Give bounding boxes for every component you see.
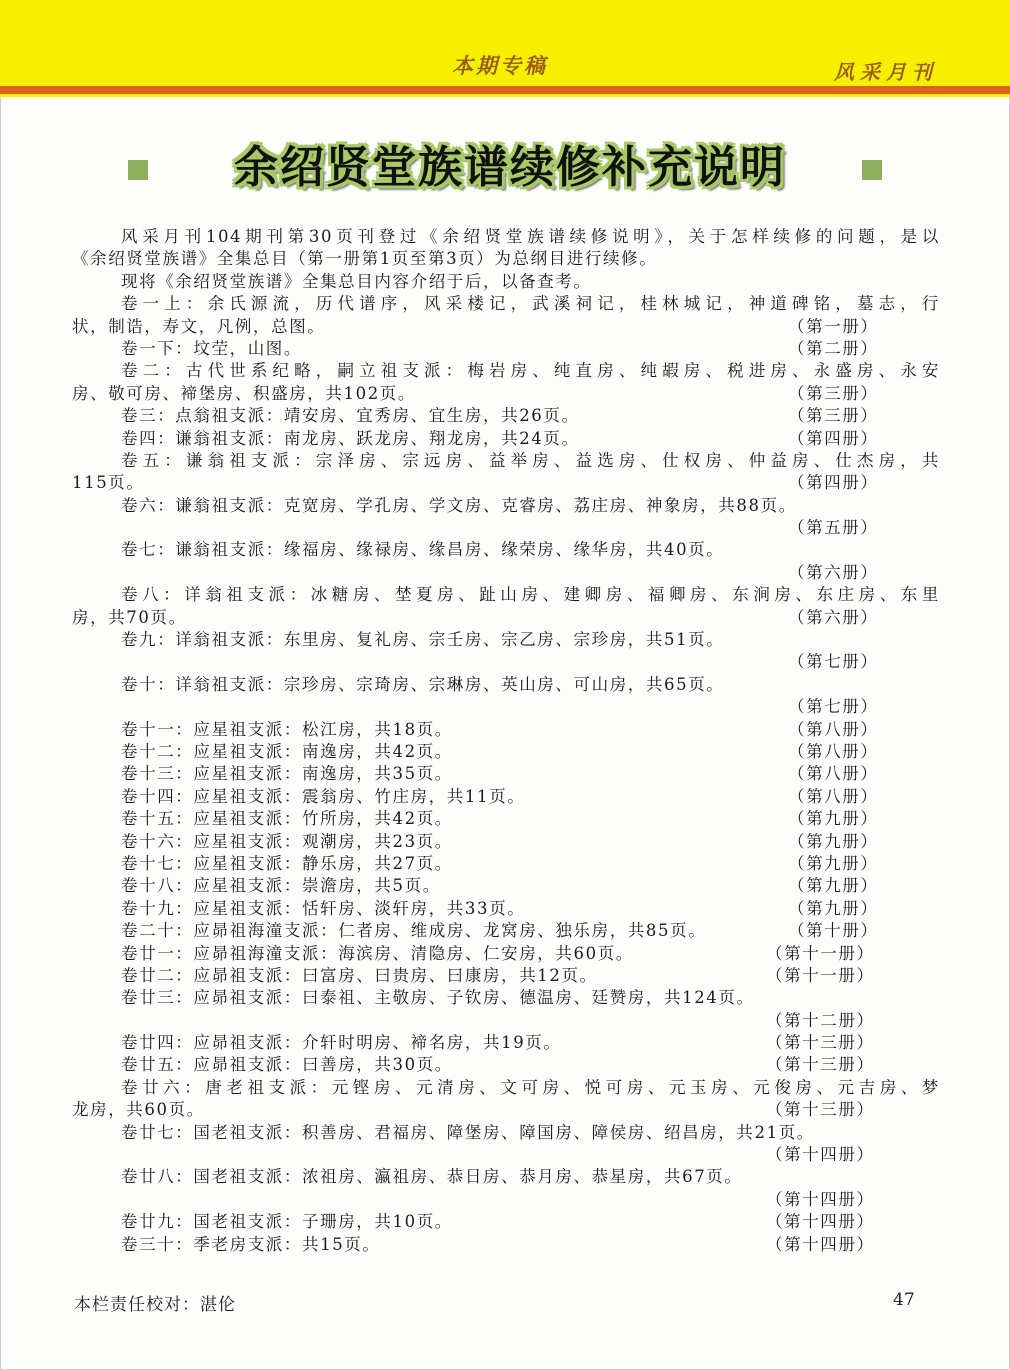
volume-label: （第十二册）: [766, 1010, 875, 1030]
entry-line: [72, 719, 940, 741]
entry-line: [72, 293, 940, 315]
index-entry: [72, 293, 940, 338]
entry-line: [72, 1211, 940, 1233]
page-number: 47: [893, 1290, 915, 1310]
volume-label: （第十四册）: [766, 1145, 875, 1165]
entry-line: [72, 853, 940, 875]
entry-line: [72, 898, 940, 920]
intro-line: 风采月刊104期刊第30页刊登过《余绍贤堂族谱续修说明》，关于怎样续修的问题，是以: [121, 227, 940, 246]
entry-text: 卷十一：应星祖支派：松江房，共18页。: [121, 719, 453, 739]
entry-line: [72, 674, 940, 696]
volume-label: （第十四册）: [766, 1212, 875, 1232]
entry-text: 卷廿七：国老祖支派：积善房、君福房、障堡房、障国房、障侯房、绍昌房，共21页。: [121, 1122, 815, 1142]
index-entry: [72, 920, 940, 942]
index-entry: [72, 831, 940, 853]
entry-text: 卷三十：季老房支派：共15页。: [121, 1234, 381, 1254]
entry-line: [72, 965, 940, 987]
entry-text: 卷十六：应星祖支派：观潮房，共23页。: [121, 831, 453, 851]
entry-text: 状，制诰，寿文，凡例，总图。: [72, 316, 326, 336]
entry-line: [72, 316, 940, 338]
volume-label: （第九册）: [788, 898, 879, 918]
volume-label: （第十四册）: [766, 1189, 875, 1209]
entry-line: [72, 875, 940, 897]
entry-text: 卷四：谦翁祖支派：南龙房、跃龙房、翔龙房，共24页。: [121, 428, 580, 448]
entry-text: 卷十九：应星祖支派：恬轩房、淡轩房，共33页。: [121, 898, 526, 918]
entry-line: [72, 405, 940, 427]
entry-text: 卷六：谦翁祖支派：克宽房、学孔房、学文房、克睿房、荔庄房、神象房，共88页。: [121, 495, 797, 515]
entry-line: [72, 1077, 940, 1099]
volume-label: （第十四册）: [766, 1234, 875, 1254]
article-title: 余绍贤堂族谱续修补充说明: [234, 142, 786, 193]
magazine-name: 风采月刊: [834, 60, 938, 84]
entry-line: [72, 607, 940, 629]
entry-line: [72, 696, 940, 718]
volume-label: （第七册）: [788, 652, 879, 672]
entry-text: 卷十四：应星祖支派：震翁房、竹庄房，共11页。: [121, 786, 526, 806]
entry-line: [72, 1189, 940, 1211]
entry-line: [72, 360, 940, 382]
entry-text: 房，共70页。: [72, 607, 187, 627]
entry-line: [72, 495, 940, 517]
title-bullet-right-icon: [862, 160, 882, 180]
entry-line: [72, 539, 940, 561]
entry-line: [72, 1144, 940, 1166]
entry-line: [72, 786, 940, 808]
entry-text: 115页。: [72, 473, 145, 493]
volume-label: （第十三册）: [766, 1033, 875, 1053]
entry-text: 卷廿六：唐老祖支派：元铿房、元清房、文可房、悦可房、元玉房、元俊房、元吉房、梦: [121, 1077, 940, 1097]
entry-line: [72, 831, 940, 853]
index-entry: [72, 943, 940, 965]
intro-line: 《余绍贤堂族谱》全集总目（第一册第1页至第3页）为总纲目进行续修。: [72, 249, 658, 269]
index-entry: [72, 965, 940, 987]
entry-line: [72, 1166, 940, 1188]
volume-label: （第一册）: [788, 316, 879, 336]
index-entry: [72, 338, 940, 360]
entry-line: [72, 450, 940, 472]
volume-label: （第九册）: [788, 809, 879, 829]
index-entry: [72, 763, 940, 785]
entry-line: [72, 1032, 940, 1054]
entry-line: [72, 943, 940, 965]
volume-label: （第八册）: [788, 719, 879, 739]
index-entry: [72, 719, 940, 741]
entry-text: 卷二：古代世系纪略，嗣立祖支派：梅岩房、纯直房、纯嘏房、税进房、永盛房、永安: [121, 361, 940, 381]
index-entry: [72, 584, 940, 629]
index-entry: [72, 495, 940, 540]
index-entry: [72, 1077, 940, 1122]
entry-text: 卷一上：余氏源流，历代谱序，风采楼记，武溪祠记，桂林城记，神道碑铭，墓志，行: [121, 294, 940, 314]
entry-line: [72, 741, 940, 763]
entry-text: 卷十八：应星祖支派：崇澹房，共5页。: [121, 876, 441, 896]
entry-text: 卷十三：应星祖支派：南逸房，共35页。: [121, 764, 453, 784]
entry-text: 卷十七：应星祖支派：静乐房，共27页。: [121, 853, 453, 873]
volume-label: （第七册）: [788, 697, 879, 717]
index-entry: [72, 405, 940, 427]
volume-label: （第六册）: [788, 607, 879, 627]
entry-text: 卷廿一：应昴祖海潼支派：海滨房、清隐房、仁安房，共60页。: [121, 943, 634, 963]
entry-text: 房、敬可房、褅堡房、积盛房，共102页。: [72, 383, 416, 403]
volume-label: （第四册）: [788, 428, 879, 448]
entry-line: [72, 651, 940, 673]
entry-line: [72, 987, 940, 1009]
entry-line: [72, 562, 940, 584]
volume-label: （第三册）: [788, 406, 879, 426]
entry-text: 卷廿四：应昴祖支派：介轩时明房、褅名房，共19页。: [121, 1033, 562, 1053]
volume-label: （第四册）: [788, 473, 879, 493]
index-entry: [72, 428, 940, 450]
index-entry: [72, 1211, 940, 1233]
volume-label: （第八册）: [788, 764, 879, 784]
index-entry: [72, 875, 940, 897]
index-entry: [72, 450, 940, 495]
entry-line: [72, 1099, 940, 1121]
volume-label: （第十一册）: [766, 965, 875, 985]
entry-line: [72, 428, 940, 450]
entry-text: 卷十五：应星祖支派：竹所房，共42页。: [121, 809, 453, 829]
volume-label: （第五册）: [788, 518, 879, 538]
volume-label: （第八册）: [788, 741, 879, 761]
entry-line: [72, 472, 940, 494]
header-divider-thin: [0, 94, 1010, 97]
volume-label: （第九册）: [788, 876, 879, 896]
entry-line: [72, 1010, 940, 1032]
volume-label: （第十一册）: [766, 943, 875, 963]
index-entry: [72, 808, 940, 830]
volume-label: （第二册）: [788, 338, 879, 358]
entry-text: 卷廿九：国老祖支派：子珊房，共10页。: [121, 1212, 453, 1232]
section-label: 本期专稿: [452, 53, 548, 78]
intro-line: 现将《余绍贤堂族谱》全集总目内容介绍于后，以备查考。: [121, 271, 592, 291]
entry-line: [72, 338, 940, 360]
index-entry: [72, 629, 940, 674]
entry-line: [72, 1054, 940, 1076]
title-bullet-left-icon: [128, 160, 148, 180]
index-entry: [72, 853, 940, 875]
entry-text: 卷一下：坟茔，山图。: [121, 338, 302, 358]
entry-text: 卷廿三：应昴祖支派：曰泰祖、主敬房、子钦房、德温房、廷赞房，共124页。: [121, 988, 755, 1008]
volume-label: （第三册）: [788, 383, 879, 403]
index-entry: [72, 786, 940, 808]
entry-text: 卷廿二：应昴祖支派：曰富房、曰贵房、曰康房，共12页。: [121, 965, 598, 985]
entry-line: [72, 1122, 940, 1144]
entry-line: [72, 584, 940, 606]
volume-index-list: [72, 293, 940, 1256]
entry-text: 卷廿五：应昴祖支派：曰善房，共30页。: [121, 1055, 453, 1075]
entry-text: 卷十二：应星祖支派：南逸房，共42页。: [121, 741, 453, 761]
entry-line: [72, 629, 940, 651]
volume-label: （第九册）: [788, 831, 879, 851]
index-entry: [72, 898, 940, 920]
entry-text: 卷廿八：国老祖支派：浓祖房、瀛祖房、恭日房、恭月房、恭星房，共67页。: [121, 1167, 743, 1187]
entry-text: 卷七：谦翁祖支派：缘福房、缘禄房、缘昌房、缘荣房、缘华房，共40页。: [121, 540, 725, 560]
entry-text: 卷八：详翁祖支派：冰糖房、埜夏房、趾山房、建卿房、福卿房、东涧房、东庄房、东里: [121, 585, 940, 605]
volume-label: （第十三册）: [766, 1055, 875, 1075]
page-header: [0, 0, 1010, 86]
index-entry: [72, 1032, 940, 1054]
volume-label: （第十册）: [788, 921, 879, 941]
entry-text: 龙房，共60页。: [72, 1100, 205, 1120]
volume-label: （第十三册）: [766, 1100, 875, 1120]
index-entry: [72, 987, 940, 1032]
index-entry: [72, 360, 940, 405]
entry-text: 卷九：详翁祖支派：东里房、复礼房、宗壬房、宗乙房、宗珍房，共51页。: [121, 630, 725, 650]
index-entry: [72, 1234, 940, 1256]
entry-line: [72, 383, 940, 405]
index-entry: [72, 741, 940, 763]
entry-line: [72, 517, 940, 539]
volume-label: （第八册）: [788, 786, 879, 806]
header-divider: [0, 86, 1010, 94]
entry-text: 卷三：点翁祖支派：靖安房、宜秀房、宜生房，共26页。: [121, 406, 580, 426]
index-entry: [72, 1054, 940, 1076]
proofreader-credit: 本栏责任校对：湛伦: [74, 1295, 236, 1315]
entry-line: [72, 808, 940, 830]
index-entry: [72, 1166, 940, 1211]
index-entry: [72, 539, 940, 584]
article-body: [72, 226, 940, 1256]
entry-line: [72, 920, 940, 942]
entry-line: [72, 1234, 940, 1256]
entry-text: 卷五：谦翁祖支派：宗泽房、宗远房、益举房、益选房、仕权房、仲益房、仕杰房，共: [121, 450, 940, 470]
entry-line: [72, 763, 940, 785]
index-entry: [72, 1122, 940, 1167]
entry-text: 卷二十：应昴祖海潼支派：仁者房、维成房、龙窝房、独乐房，共85页。: [121, 921, 707, 941]
title-block: [0, 140, 1010, 200]
index-entry: [72, 674, 940, 719]
volume-label: （第六册）: [788, 562, 879, 582]
volume-label: （第九册）: [788, 853, 879, 873]
entry-text: 卷十：详翁祖支派：宗珍房、宗琦房、宗琳房、英山房、可山房，共65页。: [121, 674, 725, 694]
